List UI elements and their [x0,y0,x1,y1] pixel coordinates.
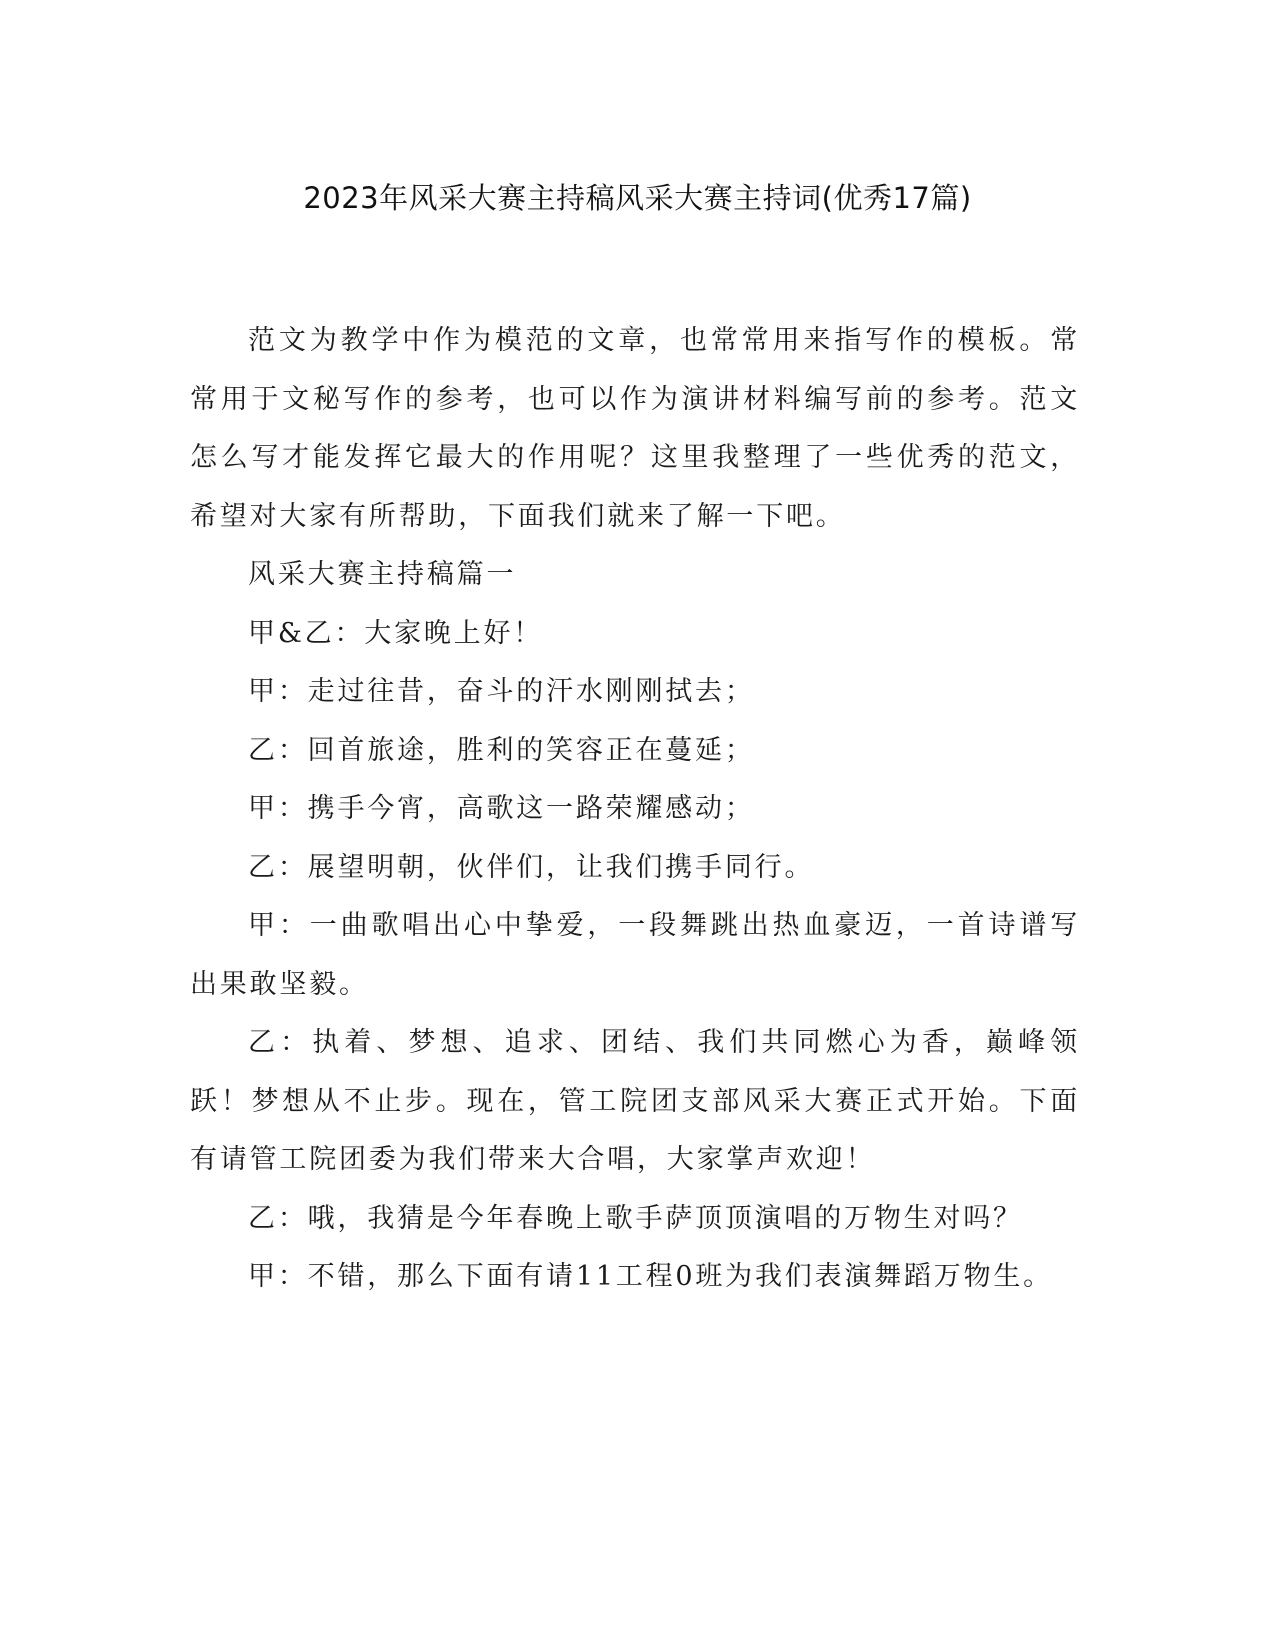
script-line: 乙：执着、梦想、追求、团结、我们共同燃心为香，巅峰领跃！梦想从不止步。现在，管工院团支部风采大赛正式开始。下面有请管工院团委为我们带来大合唱，大家掌声欢迎！ [190,1027,1080,1175]
script-line: 乙：展望明朝，伙伴们，让我们携手同行。 [248,851,815,883]
section-heading: 风采大赛主持稿篇一 [248,559,517,590]
script-line: 甲：一曲歌唱出心中挚爱，一段舞跳出热血豪迈，一首诗谱写出果敢坚毅。 [190,910,1080,1000]
script-line: 甲：不错，那么下面有请11工程0班为我们表演舞蹈万物生。 [248,1261,1053,1292]
script-line: 甲：走过往昔，奋斗的汗水刚刚拭去； [248,676,755,707]
script-line: 乙：回首旅途，胜利的笑容正在蔓延； [248,734,755,766]
script-line: 甲：携手今宵，高歌这一路荣耀感动； [248,793,755,824]
document-title: 2023年风采大赛主持稿风采大赛主持词(优秀17篇) [303,181,972,215]
document-body [190,312,1080,1307]
script-line: 甲&乙：大家晚上好！ [248,617,544,649]
intro-paragraph: 范文为教学中作为模范的文章，也常常用来指写作的模板。常常用于文秘写作的参考，也可以作为演讲材料编写前的参考。范文怎么写才能发挥它最大的作用呢？这里我整理了一些优秀的范文，希望对大家有所帮助，下面我们就来了解一下吧。 [190,325,1080,532]
script-line: 乙：哦，我猜是今年春晚上歌手萨顶顶演唱的万物生对吗？ [248,1202,1023,1234]
